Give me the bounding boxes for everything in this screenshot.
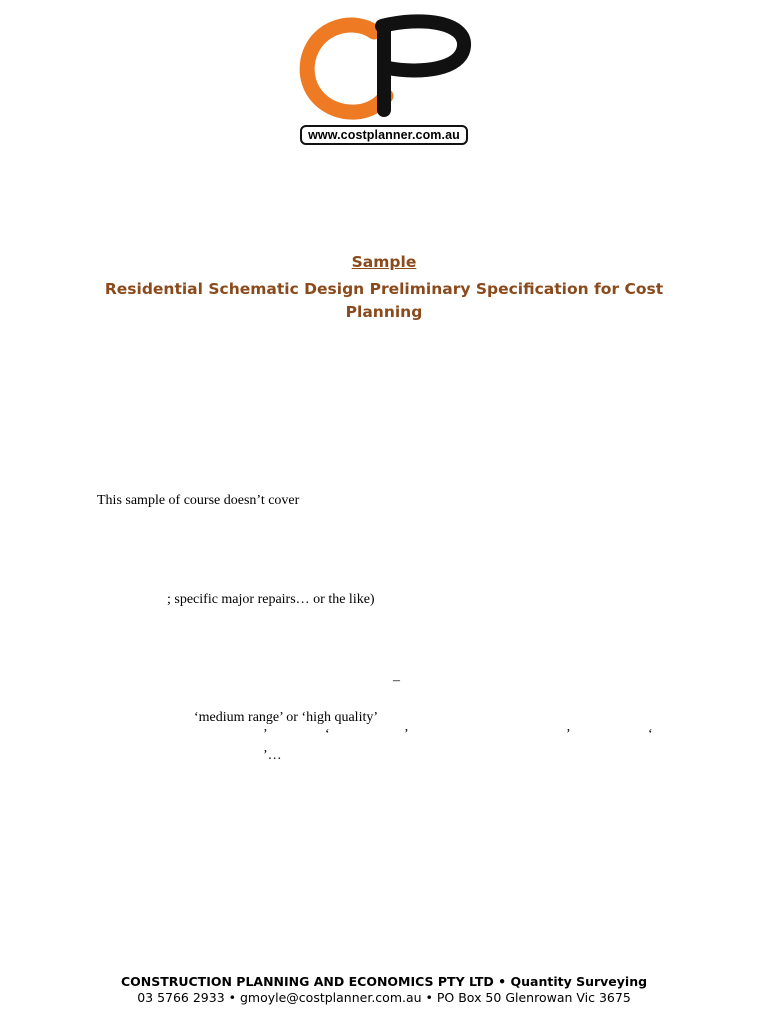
footer-company-line bbox=[0, 974, 768, 989]
body-quote-mark: ‘ bbox=[648, 727, 653, 742]
body-paragraph-4: ‘medium range’ or ‘high quality’ bbox=[194, 710, 379, 725]
body-quote-mark: ’ bbox=[566, 727, 571, 742]
cp-logo-icon bbox=[298, 14, 472, 130]
body-paragraph-2: ; specific major repairs… or the like) bbox=[167, 592, 375, 607]
letter-c-shape bbox=[307, 25, 386, 112]
body-paragraph-1: This sample of course doesn’t cover bbox=[97, 493, 300, 508]
footer-bullet: • bbox=[493, 974, 511, 989]
body-ellipsis: ’… bbox=[263, 748, 282, 763]
body-dash: – bbox=[393, 673, 400, 688]
doc-title-line-2: Planning bbox=[345, 303, 423, 321]
footer-contact-line: 03 5766 2933 • gmoyle@costplanner.com.au • PO Box 50 Glenrowan Vic 3675 bbox=[137, 990, 631, 1005]
letter-p-bowl bbox=[382, 21, 464, 70]
body-quote-mark: ’ bbox=[263, 727, 268, 742]
body-quote-mark: ’ bbox=[404, 727, 409, 742]
footer-company: CONSTRUCTION PLANNING AND ECONOMICS PTY LTD bbox=[120, 974, 494, 989]
website-url-badge: www.costplanner.com.au bbox=[300, 125, 468, 145]
body-quote-mark: ‘ bbox=[325, 727, 330, 742]
doc-sample-heading: Sample bbox=[351, 253, 417, 271]
doc-title-line-1: Residential Schematic Design Preliminary Specification for Cost bbox=[104, 280, 664, 298]
footer-service: Quantity Surveying bbox=[510, 974, 648, 989]
